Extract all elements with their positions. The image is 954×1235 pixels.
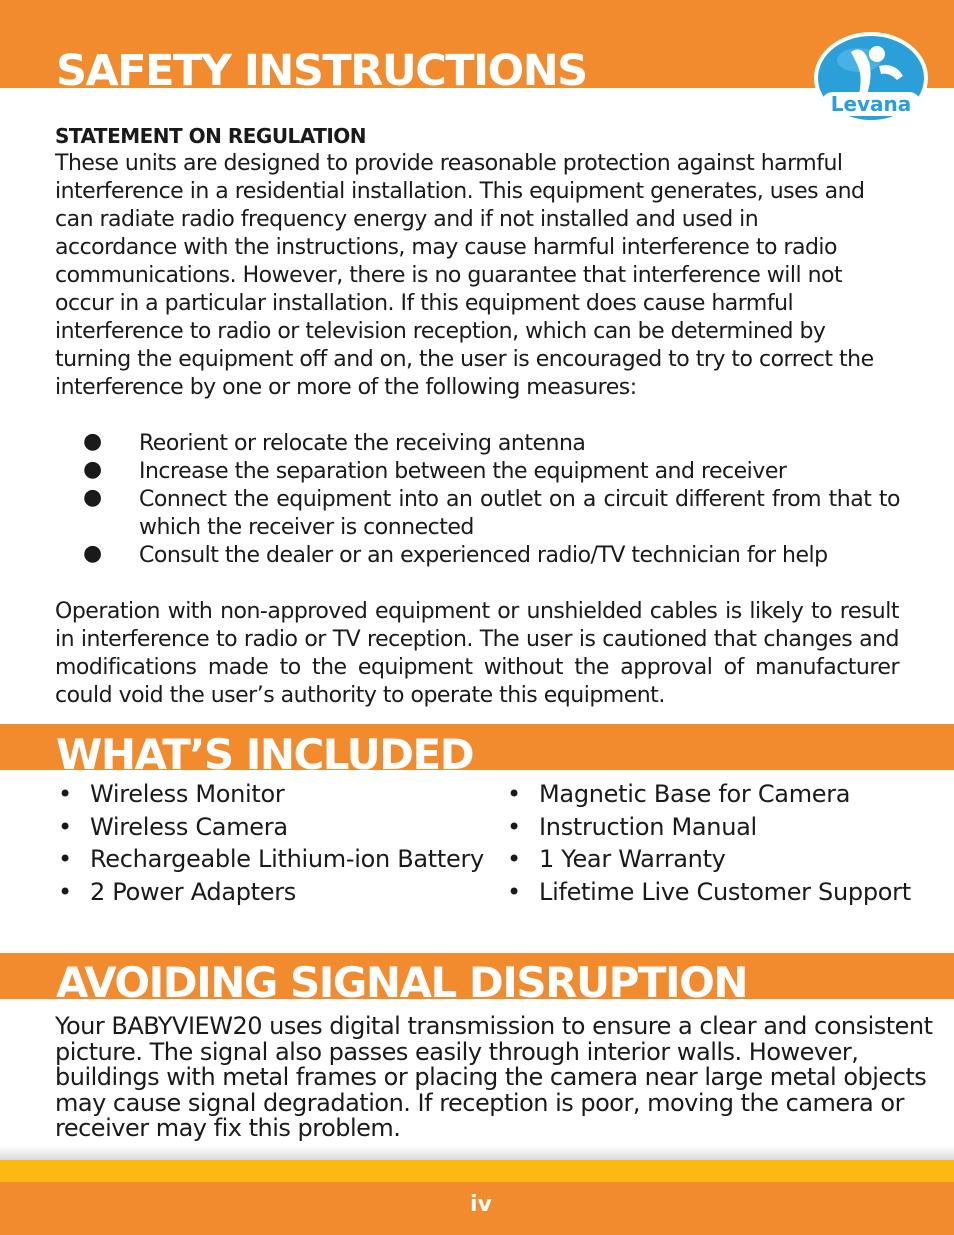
list-item: ● Connect the equipment into an outlet on a circuit different from that to which the receiver is connected bbox=[83, 485, 900, 540]
svg-text:Levana: Levana bbox=[830, 92, 912, 116]
page-title: SAFETY INSTRUCTIONS bbox=[56, 46, 587, 96]
list-item: • Rechargeable Lithium-ion Battery bbox=[54, 843, 484, 876]
bullet-icon: • bbox=[507, 812, 521, 841]
signal-line: picture. The signal also passes easily through interior walls. However, bbox=[55, 1037, 859, 1066]
signal-paragraph bbox=[55, 1014, 935, 1142]
signal-line: receiver may fix this problem. bbox=[55, 1114, 401, 1142]
signal-line: Your BABYVIEW20 uses digital transmission to ensure a clear and consistent bbox=[55, 1012, 933, 1040]
list-item: • Instruction Manual bbox=[503, 811, 911, 844]
bullet-icon: • bbox=[507, 845, 521, 873]
footer-shadow bbox=[0, 1146, 954, 1160]
bullet-icon: • bbox=[58, 845, 72, 873]
list-item: • Wireless Monitor bbox=[54, 778, 484, 811]
list-item: • Wireless Camera bbox=[54, 811, 484, 844]
list-item: • Magnetic Base for Camera bbox=[503, 778, 911, 811]
page-number: iv bbox=[470, 1192, 492, 1217]
list-item: ● Consult the dealer or an experienced radio/TV technician for help bbox=[83, 541, 828, 568]
bullet-icon: • bbox=[58, 877, 72, 906]
list-item: • 1 Year Warranty bbox=[503, 843, 911, 876]
bullet-icon: ● bbox=[83, 541, 102, 566]
list-item: ● Increase the separation between the equipment and receiver bbox=[83, 457, 787, 484]
regulation-section bbox=[55, 122, 885, 402]
bullet-icon: • bbox=[507, 877, 521, 906]
included-title: WHAT’S INCLUDED bbox=[56, 730, 474, 779]
list-item: ● Reorient or relocate the receiving antenna bbox=[83, 429, 586, 456]
bullet-icon: • bbox=[507, 780, 521, 808]
measures-list bbox=[55, 430, 900, 570]
levana-logo bbox=[811, 32, 931, 132]
bullet-icon: ● bbox=[83, 429, 102, 454]
list-item: • Lifetime Live Customer Support bbox=[503, 876, 911, 909]
bullet-icon: • bbox=[58, 780, 72, 808]
bullet-icon: ● bbox=[83, 457, 102, 482]
included-list-right bbox=[503, 778, 911, 908]
footer-stripe bbox=[0, 1160, 954, 1182]
signal-title: AVOIDING SIGNAL DISRUPTION bbox=[56, 958, 747, 1007]
signal-line: buildings with metal frames or placing the camera near large metal objects bbox=[55, 1063, 927, 1091]
bullet-icon: • bbox=[58, 812, 72, 841]
regulation-heading: STATEMENT ON REGULATION bbox=[55, 124, 367, 148]
regulation-paragraph: These units are designed to provide reasonable protection against harmful interference in a residential installation. This equipment generates, uses and can radiate radio frequency energy and if not installed and used in accordance with the instructions, may cause harmful interference to radio communications. However, there is no guarantee that interference will not occur in a particular installation. If this equipment does cause harmful interference to radio or television reception, which can be determined by turning the equipment off and on, the user is encouraged to try to correct the interference by one or more of the following measures: bbox=[55, 151, 874, 400]
list-item: • 2 Power Adapters bbox=[54, 876, 484, 909]
regulation-closing: Operation with non-approved equipment or unshielded cables is likely to result in interference to radio or TV reception. The user is cautioned that changes and modifications made to the equipment without the approval of manufacturer could void the user’s authority to operate this equipment. bbox=[55, 599, 899, 708]
bullet-icon: ● bbox=[83, 485, 102, 510]
signal-line: may cause signal degradation. If reception is poor, moving the camera or bbox=[55, 1088, 904, 1117]
included-list-left bbox=[54, 778, 484, 908]
